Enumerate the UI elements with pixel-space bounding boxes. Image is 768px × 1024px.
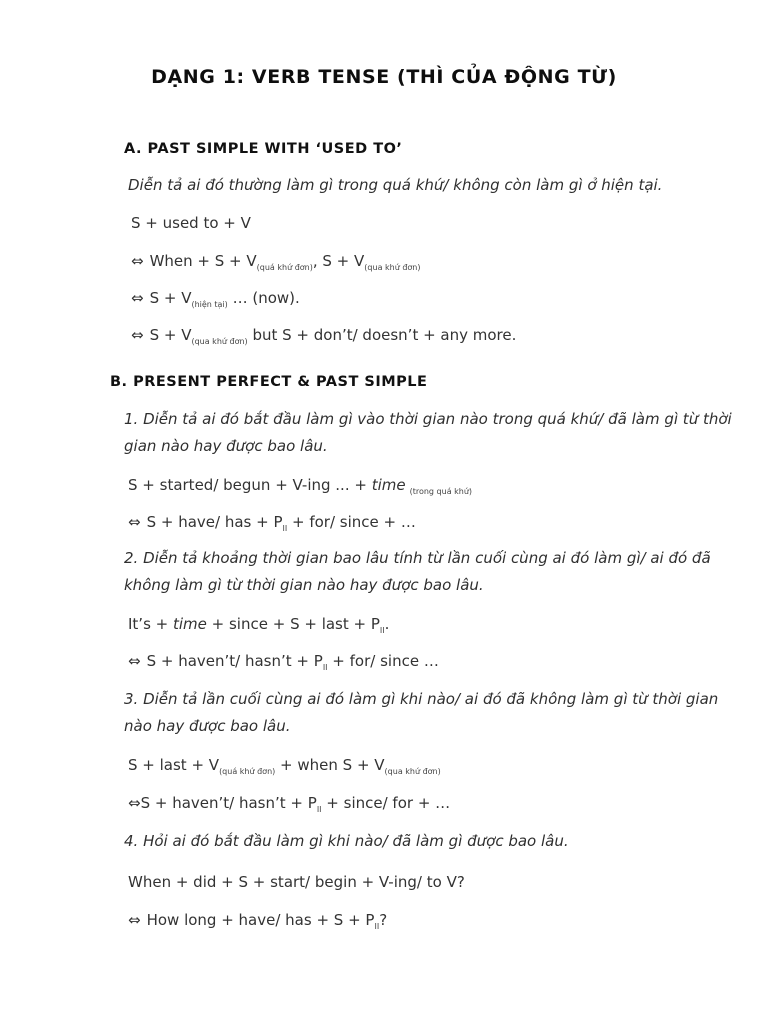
formula-text: S + last + V <box>128 756 220 774</box>
section-b-description-1: 1. Diễn tả ai đó bắt đầu làm gì vào thời gian nào trong quá khứ/ đã làm gì từ thời <box>124 410 732 428</box>
section-b-description-3: 3. Diễn tả lần cuối cùng ai đó làm gì khi nào/ ai đó đã không làm gì từ thời gian <box>124 690 719 708</box>
formula-subscript: (hiện tại) <box>191 300 228 309</box>
section-a-heading: A. PAST SIMPLE WITH ‘USED TO’ <box>124 141 403 157</box>
formula-subscript: (qua khứ đơn) <box>191 337 248 346</box>
formula-text: How long + have/ has + S + P <box>146 911 375 929</box>
section-a-formula-1: S + used to + V <box>131 214 251 232</box>
formula-subscript: II <box>316 805 322 814</box>
formula-text: S + started/ begun + V-ing ... + <box>128 476 372 494</box>
section-b-formula-3a <box>128 756 441 776</box>
section-a-formula-3 <box>131 289 300 309</box>
formula-text: When + S + V <box>149 252 257 270</box>
formula-subscript: II <box>379 626 385 635</box>
section-b-formula-2b <box>128 652 439 672</box>
formula-subscript: (quá khứ đơn) <box>219 767 276 776</box>
equivalence-icon: ⇔ <box>128 794 141 812</box>
formula-text: ? <box>379 911 388 929</box>
section-b-formula-1a <box>128 476 472 496</box>
formula-subscript: (trong quá khứ) <box>409 487 473 496</box>
formula-text: S + V <box>149 289 192 307</box>
formula-text: S + haven’t/ hasn’t + P <box>140 794 317 812</box>
formula-text: . <box>384 615 390 633</box>
equivalence-icon: ⇔ <box>128 513 141 531</box>
formula-text: but S + don’t/ doesn’t + any more. <box>247 326 517 344</box>
formula-subscript: II <box>282 524 288 533</box>
formula-text: … (now). <box>227 289 300 307</box>
formula-text: S + have/ has + P <box>146 513 283 531</box>
section-b-heading: B. PRESENT PERFECT & PAST SIMPLE <box>110 374 428 390</box>
section-b-description-2: 2. Diễn tả khoảng thời gian bao lâu tính từ lần cuối cùng ai đó làm gì/ ai đó đã <box>124 549 711 567</box>
formula-text: S + V <box>149 326 192 344</box>
formula-text: + since + S + last + P <box>206 615 380 633</box>
formula-text: + for/ since … <box>327 652 439 670</box>
formula-text: S + haven’t/ hasn’t + P <box>146 652 323 670</box>
formula-text: + since/ for + … <box>321 794 451 812</box>
equivalence-icon: ⇔ <box>128 911 141 929</box>
formula-text: + for/ since + … <box>287 513 416 531</box>
equivalence-icon: ⇔ <box>131 252 144 270</box>
section-b-description-1-cont: gian nào hay được bao lâu. <box>124 437 328 455</box>
section-b-description-3-cont: nào hay được bao lâu. <box>124 717 291 735</box>
equivalence-icon: ⇔ <box>131 289 144 307</box>
formula-time: time <box>173 615 207 633</box>
formula-subscript: II <box>374 922 380 931</box>
page-title: DẠNG 1: VERB TENSE (THÌ CỦA ĐỘNG TỪ) <box>151 66 617 88</box>
section-b-formula-3b <box>128 794 450 814</box>
section-b-formula-4b <box>128 911 387 931</box>
formula-subscript: II <box>322 663 328 672</box>
section-b-formula-1b <box>128 513 416 533</box>
formula-text: + when S + V <box>275 756 385 774</box>
section-b-description-4: 4. Hỏi ai đó bắt đầu làm gì khi nào/ đã làm gì được bao lâu. <box>124 832 569 850</box>
formula-text: , S + V <box>312 252 365 270</box>
formula-time: time <box>371 476 406 494</box>
formula-subscript: (qua khứ đơn) <box>364 263 421 272</box>
equivalence-icon: ⇔ <box>131 326 144 344</box>
section-a-formula-2 <box>131 252 421 272</box>
section-b-formula-4a: When + did + S + start/ begin + V-ing/ to V? <box>128 873 465 891</box>
section-b-description-2-cont: không làm gì từ thời gian nào hay được bao lâu. <box>124 576 484 594</box>
formula-subscript: (qua khứ đơn) <box>384 767 441 776</box>
formula-text: It’s + <box>128 615 173 633</box>
formula-subscript: (quá khứ đơn) <box>256 263 313 272</box>
section-a-formula-4 <box>131 326 516 346</box>
section-b-formula-2a <box>128 615 389 635</box>
section-a-description: Diễn tả ai đó thường làm gì trong quá khứ/ không còn làm gì ở hiện tại. <box>128 176 663 194</box>
equivalence-icon: ⇔ <box>128 652 141 670</box>
